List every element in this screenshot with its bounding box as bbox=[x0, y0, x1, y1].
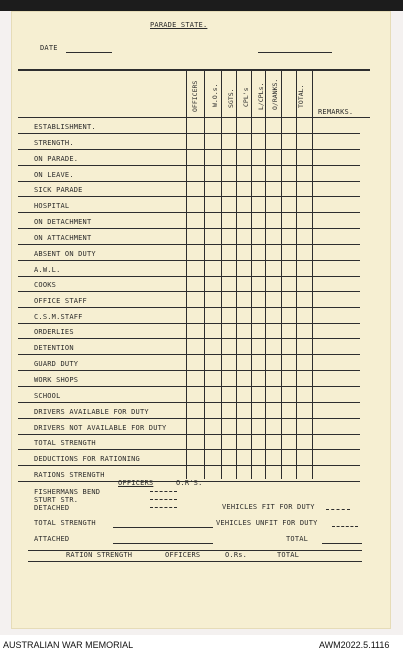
col-header-cpls: CPL's bbox=[242, 87, 250, 107]
header-rule bbox=[18, 69, 370, 71]
row-rule bbox=[18, 244, 360, 245]
row-rule bbox=[18, 338, 360, 339]
top-border bbox=[0, 0, 403, 11]
col-header-total: TOTAL. bbox=[297, 84, 305, 108]
row-label: A.W.L. bbox=[34, 266, 61, 274]
row-label: DETENTION bbox=[34, 344, 74, 352]
row-rule bbox=[18, 354, 360, 355]
dash-line bbox=[150, 507, 177, 509]
row-label: ON PARADE. bbox=[34, 155, 79, 163]
footer-accession-number: AWM2022.5.1116 bbox=[319, 640, 390, 650]
column-line bbox=[312, 70, 313, 479]
sturt-str-label: STURT STR. bbox=[34, 496, 79, 504]
row-rule bbox=[18, 418, 360, 419]
row-label: RATIONS STRENGTH bbox=[34, 471, 105, 479]
form-title: PARADE STATE. bbox=[150, 21, 208, 29]
dash-line bbox=[150, 491, 177, 493]
row-rule bbox=[18, 133, 360, 134]
vehicles-unfit-label: VEHICLES UNFIT FOR DUTY bbox=[216, 519, 318, 527]
row-label: SCHOOL bbox=[34, 392, 61, 400]
column-line bbox=[296, 70, 297, 479]
date-label: DATE bbox=[40, 44, 58, 52]
column-line bbox=[221, 70, 222, 479]
row-rule bbox=[18, 260, 360, 261]
row-rule bbox=[18, 165, 360, 166]
column-line bbox=[236, 70, 237, 479]
row-label: ORDERLIES bbox=[34, 328, 74, 336]
column-line bbox=[265, 70, 266, 479]
row-label: COOKS bbox=[34, 281, 57, 289]
remarks-label: REMARKS. bbox=[318, 108, 354, 116]
row-label: OFFICE STAFF bbox=[34, 297, 87, 305]
total-label: TOTAL bbox=[286, 535, 309, 543]
row-rule bbox=[18, 323, 360, 324]
row-label: ON DETACHMENT bbox=[34, 218, 92, 226]
row-label: GUARD DUTY bbox=[34, 360, 79, 368]
row-rule bbox=[18, 307, 360, 308]
row-rule bbox=[18, 181, 360, 182]
row-label: ESTABLISHMENT. bbox=[34, 123, 96, 131]
footer-credit: AUSTRALIAN WAR MEMORIAL bbox=[3, 640, 134, 650]
row-label: DRIVERS AVAILABLE FOR DUTY bbox=[34, 408, 149, 416]
column-line bbox=[251, 70, 252, 479]
date-line bbox=[66, 52, 112, 53]
col-header-wos: W.O.s. bbox=[211, 83, 219, 107]
column-line bbox=[281, 70, 282, 479]
total-strength-label: TOTAL STRENGTH bbox=[34, 519, 96, 527]
fishermans-bend-label: FISHERMANS BEND bbox=[34, 488, 101, 496]
lower-officers-label: OFFICERS bbox=[118, 479, 154, 487]
ration-strength-label: RATION STRENGTH bbox=[66, 551, 133, 559]
dash-line bbox=[326, 509, 350, 511]
row-label: TOTAL STRENGTH bbox=[34, 439, 96, 447]
attached-label: ATTACHED bbox=[34, 535, 70, 543]
col-header-sgts: SGTS. bbox=[227, 88, 235, 108]
col-header-oranks: O/RANKS. bbox=[271, 78, 279, 110]
ration-ors-label: O.Rs. bbox=[225, 551, 248, 559]
row-rule bbox=[18, 449, 360, 450]
row-rule bbox=[18, 434, 360, 435]
row-rule bbox=[18, 228, 360, 229]
dash-line bbox=[150, 499, 177, 501]
vehicles-fit-label: VEHICLES FIT FOR DUTY bbox=[222, 503, 315, 511]
col-header-officers: OFFICERS bbox=[191, 80, 199, 112]
date-line-right bbox=[258, 52, 332, 53]
row-label: SICK PARADE bbox=[34, 186, 83, 194]
total-line bbox=[322, 543, 362, 544]
column-line bbox=[204, 70, 205, 479]
row-rule bbox=[18, 149, 360, 150]
ration-bottom-rule bbox=[28, 561, 362, 562]
row-label: ON ATTACHMENT bbox=[34, 234, 92, 242]
header-bottom-rule bbox=[18, 117, 370, 118]
row-rule bbox=[18, 291, 360, 292]
detached-label: DETACHED bbox=[34, 504, 70, 512]
ration-total-label: TOTAL bbox=[277, 551, 300, 559]
row-rule bbox=[18, 386, 360, 387]
column-line bbox=[186, 70, 187, 479]
ration-officers-label: OFFICERS bbox=[165, 551, 201, 559]
row-rule bbox=[18, 370, 360, 371]
row-rule bbox=[18, 465, 360, 466]
row-label: HOSPITAL bbox=[34, 202, 70, 210]
row-label: DRIVERS NOT AVAILABLE FOR DUTY bbox=[34, 424, 167, 432]
row-rule bbox=[18, 276, 360, 277]
row-label: ABSENT ON DUTY bbox=[34, 250, 96, 258]
row-rule bbox=[18, 212, 360, 213]
row-rule bbox=[18, 196, 360, 197]
lower-ors-label: O.R'S. bbox=[176, 479, 203, 487]
dash-line bbox=[332, 526, 358, 528]
attached-line bbox=[113, 543, 213, 544]
col-header-lcpls: L/CPLs. bbox=[257, 82, 265, 110]
row-rule bbox=[18, 402, 360, 403]
row-label: DEDUCTIONS FOR RATIONING bbox=[34, 455, 140, 463]
row-label: ON LEAVE. bbox=[34, 171, 74, 179]
row-label: WORK SHOPS bbox=[34, 376, 79, 384]
row-label: STRENGTH. bbox=[34, 139, 74, 147]
row-label: C.S.M.STAFF bbox=[34, 313, 83, 321]
total-strength-line bbox=[113, 527, 213, 528]
